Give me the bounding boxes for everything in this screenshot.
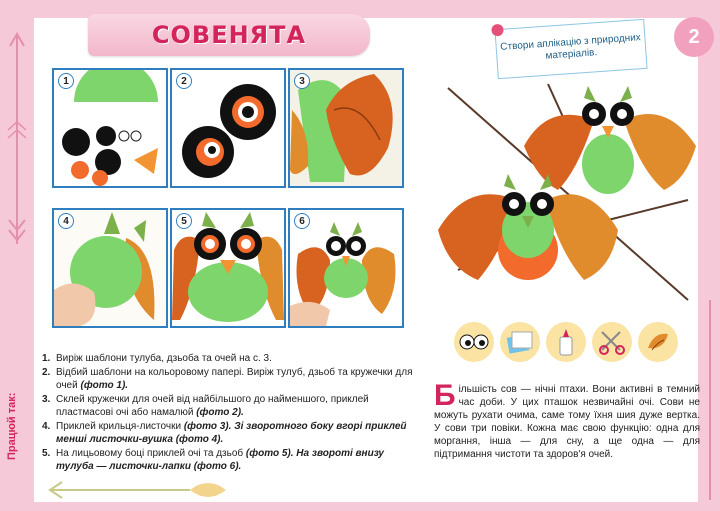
page-number: 2 xyxy=(674,17,714,57)
photo-number: 2 xyxy=(176,73,192,89)
photo-number: 4 xyxy=(58,213,74,229)
photo-number: 5 xyxy=(176,213,192,229)
arrow-decoration xyxy=(40,476,230,506)
instruction-item: 2. Відбий шаблони на кольоровому папері. Виріж тулуб, дзьоб та кружечки для очей (фото 1). xyxy=(42,367,413,391)
task-note xyxy=(494,19,647,79)
materials-row xyxy=(454,322,694,368)
photo-1 xyxy=(52,68,168,188)
task-note-text: Створи аплікацію з природних матеріалів. xyxy=(499,32,642,62)
instruction-item: 1. Виріж шаблони тулуба, дзьоба та очей на с. 3. xyxy=(42,353,272,364)
fact-text: ільшість сов — нічні птахи. Вони активні в темний час доби. У цих пташок незвичайні очі. Сови не можуть рухати очима, саме тому їхня шия дуже вертка. У сови три повіки. Кожна має свою функцію: одна для моргання, інша — для сну, а ще одна — для підтримання чистоти та здоров'я очей. xyxy=(434,384,700,460)
photo-number: 6 xyxy=(294,213,310,229)
title-banner xyxy=(88,14,370,56)
photo-number: 3 xyxy=(294,73,310,89)
scissors-icon xyxy=(592,322,632,362)
photo-2 xyxy=(170,68,286,188)
instruction-item: 5. На лицьовому боці приклей очі та дзьоб (фото 5). На звороті внизу тулуба — листочки-лапки (фото 6). xyxy=(42,448,384,472)
leaves-icon xyxy=(638,322,678,362)
instruction-list xyxy=(42,352,418,473)
page-title: СОВЕНЯТА xyxy=(151,21,307,49)
instructions xyxy=(42,352,418,474)
photo-6 xyxy=(288,208,404,328)
instruction-item: 4. Приклей крильця-листочки (фото 3). Зі зворотного боку вгорі приклей менші листочки-вушка (фото 4). xyxy=(42,421,407,445)
owls-on-branch-photo xyxy=(428,80,698,316)
drop-cap: Б xyxy=(434,379,456,412)
photo-5 xyxy=(170,208,286,328)
arrow-decoration xyxy=(700,300,720,500)
eyes-icon xyxy=(454,322,494,362)
photo-4 xyxy=(52,208,168,328)
owl-fact xyxy=(434,379,700,461)
arrow-decoration xyxy=(0,30,34,250)
instruction-item: 3. Склей кружечки для очей від найбільшого до найменшого, приклей пластмасові очі або намалюй (фото 2). xyxy=(42,394,369,418)
photo-number: 1 xyxy=(58,73,74,89)
glue-icon xyxy=(546,322,586,362)
pin-icon xyxy=(491,24,504,37)
colored-paper-icon xyxy=(500,322,540,362)
photo-3 xyxy=(288,68,404,188)
side-label: Працюй так: xyxy=(6,392,18,460)
